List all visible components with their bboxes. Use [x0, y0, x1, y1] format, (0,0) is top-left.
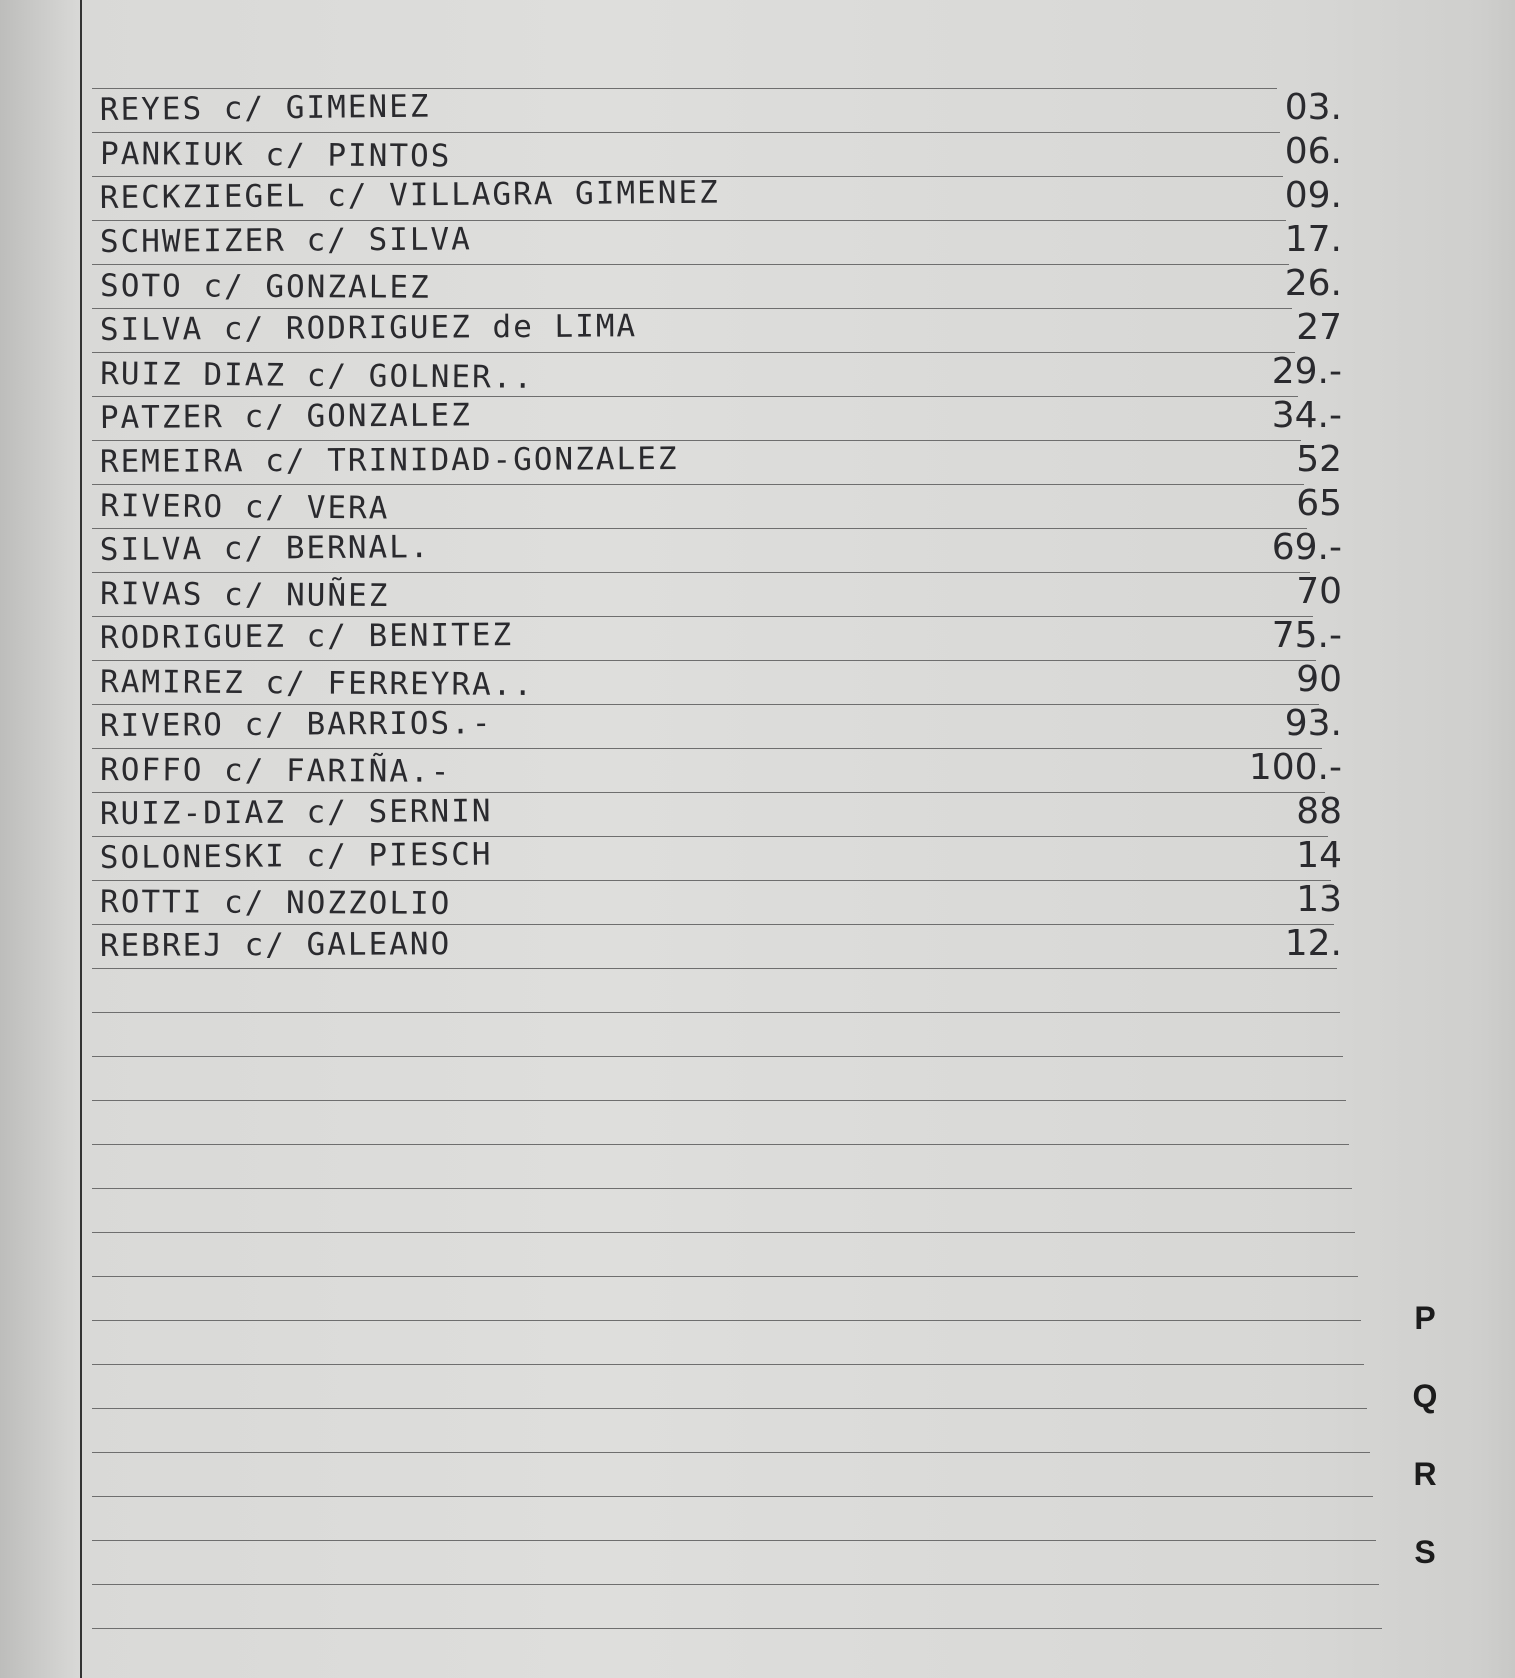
list-entry — [100, 792, 1382, 836]
list-entry — [100, 616, 1382, 660]
ruled-line — [92, 1320, 1361, 1321]
index-letter-q: Q — [1412, 1378, 1438, 1414]
case-number: 17. — [1284, 219, 1342, 260]
ruled-line — [92, 968, 1337, 969]
case-name: PANKIUK c/ PINTOS — [100, 136, 452, 175]
case-name: ROTTI c/ NOZZOLIO — [100, 884, 452, 922]
case-name: RECKZIEGEL c/ VILLAGRA GIMENEZ — [99, 174, 720, 216]
ruled-line — [92, 1144, 1349, 1145]
case-name: REMEIRA c/ TRINIDAD-GONZALEZ — [99, 440, 679, 480]
ruled-line — [92, 1540, 1376, 1541]
case-name: SILVA c/ BERNAL. — [99, 529, 431, 568]
case-number: 09. — [1284, 175, 1342, 216]
case-number: 69.- — [1271, 527, 1342, 568]
list-entry — [100, 308, 1382, 352]
ruled-line — [92, 1584, 1379, 1585]
list-entry — [100, 132, 1382, 176]
case-name: SILVA c/ RODRIGUEZ de LIMA — [99, 308, 638, 348]
case-number: 13 — [1296, 879, 1342, 920]
list-entry — [100, 220, 1382, 264]
case-number: 93. — [1284, 703, 1342, 744]
list-entry — [100, 924, 1382, 968]
case-name: RAMIREZ c/ FERREYRA.. — [100, 664, 535, 704]
ruled-line — [92, 1012, 1340, 1013]
case-name: SOTO c/ GONZALEZ — [100, 268, 431, 306]
case-number: 34.- — [1271, 395, 1342, 436]
case-name: REYES c/ GIMENEZ — [99, 88, 431, 128]
index-letter-p: P — [1414, 1300, 1436, 1336]
ruled-line — [92, 1100, 1346, 1101]
list-entry — [100, 484, 1382, 528]
list-entry — [100, 352, 1382, 396]
margin-line — [80, 0, 82, 1678]
case-number: 52 — [1296, 439, 1342, 480]
ruled-line — [92, 1056, 1343, 1057]
list-entry — [100, 836, 1382, 880]
case-number: 26. — [1284, 263, 1342, 304]
ruled-line — [92, 1628, 1382, 1629]
case-number: 27 — [1296, 307, 1342, 348]
case-number: 65 — [1296, 483, 1342, 524]
list-entry — [100, 572, 1382, 616]
case-name: RIVERO c/ VERA — [100, 488, 390, 527]
list-entry — [100, 264, 1382, 308]
ruled-line — [92, 1276, 1358, 1277]
case-number: 03. — [1284, 87, 1342, 128]
case-name: RIVAS c/ NUÑEZ — [100, 576, 390, 615]
list-entry — [100, 748, 1382, 792]
index-letter-r: R — [1413, 1456, 1437, 1492]
ruled-line — [92, 1188, 1352, 1189]
case-number: 12. — [1284, 923, 1342, 964]
list-entry — [100, 396, 1382, 440]
ruled-line — [92, 1364, 1364, 1365]
list-entry — [100, 88, 1382, 132]
case-number: 29.- — [1271, 351, 1342, 392]
case-number: 100.- — [1248, 747, 1342, 788]
case-number: 75.- — [1271, 615, 1342, 656]
list-entry — [100, 880, 1382, 924]
list-entry — [100, 660, 1382, 704]
ruled-line — [92, 1496, 1373, 1497]
ruled-line — [92, 1452, 1370, 1453]
case-name: RUIZ-DIAZ c/ SERNIN — [99, 793, 493, 832]
list-entry — [100, 176, 1382, 220]
ruled-line — [92, 1408, 1367, 1409]
case-number: 06. — [1284, 131, 1342, 172]
case-number: 70 — [1296, 571, 1342, 612]
case-number: 88 — [1296, 791, 1342, 832]
case-name: SOLONESKI c/ PIESCH — [99, 836, 493, 876]
case-name: PATZER c/ GONZALEZ — [99, 397, 472, 436]
case-name: REBREJ c/ GALEANO — [99, 926, 452, 964]
list-entry — [100, 704, 1382, 748]
case-name: RODRIGUEZ c/ BENITEZ — [99, 617, 514, 656]
case-name: RIVERO c/ BARRIOS.- — [99, 705, 493, 744]
ruled-area — [92, 88, 1382, 1678]
ruled-line — [92, 1232, 1355, 1233]
case-name: ROFFO c/ FARIÑA.- — [100, 752, 452, 790]
case-name: RUIZ DIAZ c/ GOLNER.. — [100, 356, 535, 396]
list-entry — [100, 440, 1382, 484]
case-number: 90 — [1296, 659, 1342, 700]
list-entry — [100, 528, 1382, 572]
case-name: SCHWEIZER c/ SILVA — [99, 221, 472, 260]
index-letter-s: S — [1414, 1534, 1436, 1570]
case-number: 14 — [1296, 835, 1342, 876]
